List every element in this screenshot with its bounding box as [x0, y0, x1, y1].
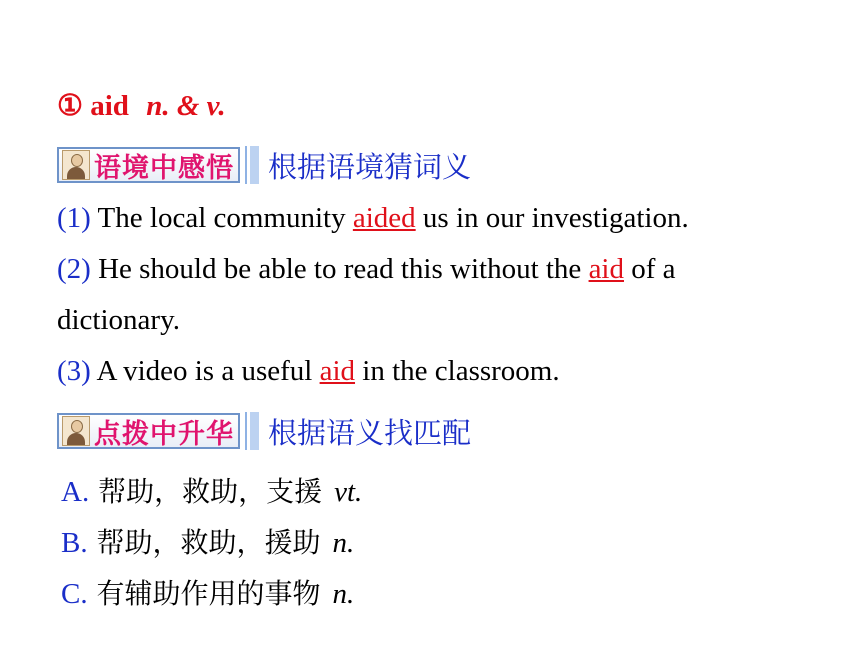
example-sentence-2 [57, 253, 676, 286]
context-instruction: 根据语境猜词义 [268, 149, 472, 184]
teacher-avatar-icon [62, 150, 90, 180]
option-pos: vt. [334, 476, 363, 508]
example-sentence-2-continued [57, 304, 180, 337]
sentence-text: He should be able to read this without the [90, 253, 589, 285]
sentence-number: (3) [57, 355, 91, 387]
option-meaning: 帮助，救助，援助 [87, 526, 321, 559]
option-c [61, 572, 354, 612]
option-pos: n. [332, 527, 355, 559]
headword: aid [90, 90, 129, 122]
part-of-speech: n. & v. [146, 90, 226, 122]
option-meaning: 有辅助作用的事物 [87, 577, 321, 610]
context-badge [57, 147, 240, 183]
insight-badge [57, 413, 240, 449]
example-sentence-3 [57, 355, 560, 388]
context-banner [57, 144, 471, 186]
sentence-text: us in our investigation. [415, 202, 689, 234]
context-badge-label: 语境中感悟 [94, 152, 234, 184]
keyword-highlight: aided [352, 202, 416, 234]
sentence-text: The local community [90, 202, 353, 234]
sentence-text: of a [624, 253, 676, 285]
insight-banner [57, 410, 471, 452]
sentence-text: in the classroom. [355, 355, 560, 387]
insight-badge-label: 点拨中升华 [94, 418, 234, 450]
option-letter: A. [61, 476, 90, 508]
option-letter: C. [61, 578, 88, 610]
sentence-text: dictionary. [57, 304, 180, 336]
divider-bars [245, 412, 259, 450]
insight-instruction: 根据语义找匹配 [268, 415, 472, 450]
option-meaning: 帮助，救助，支援 [89, 475, 323, 508]
sentence-text: A video is a useful [90, 355, 320, 387]
divider-bars [245, 146, 259, 184]
option-pos: n. [332, 578, 355, 610]
option-b [61, 521, 354, 561]
sentence-number: (2) [57, 253, 91, 285]
sentence-number: (1) [57, 202, 91, 234]
option-letter: B. [61, 527, 88, 559]
vocab-heading [57, 88, 226, 123]
keyword-highlight: aid [588, 253, 624, 285]
circled-number: ① [57, 90, 83, 122]
keyword-highlight: aid [319, 355, 356, 387]
teacher-avatar-icon [62, 416, 90, 446]
example-sentence-1 [57, 202, 689, 235]
option-a [61, 470, 362, 510]
